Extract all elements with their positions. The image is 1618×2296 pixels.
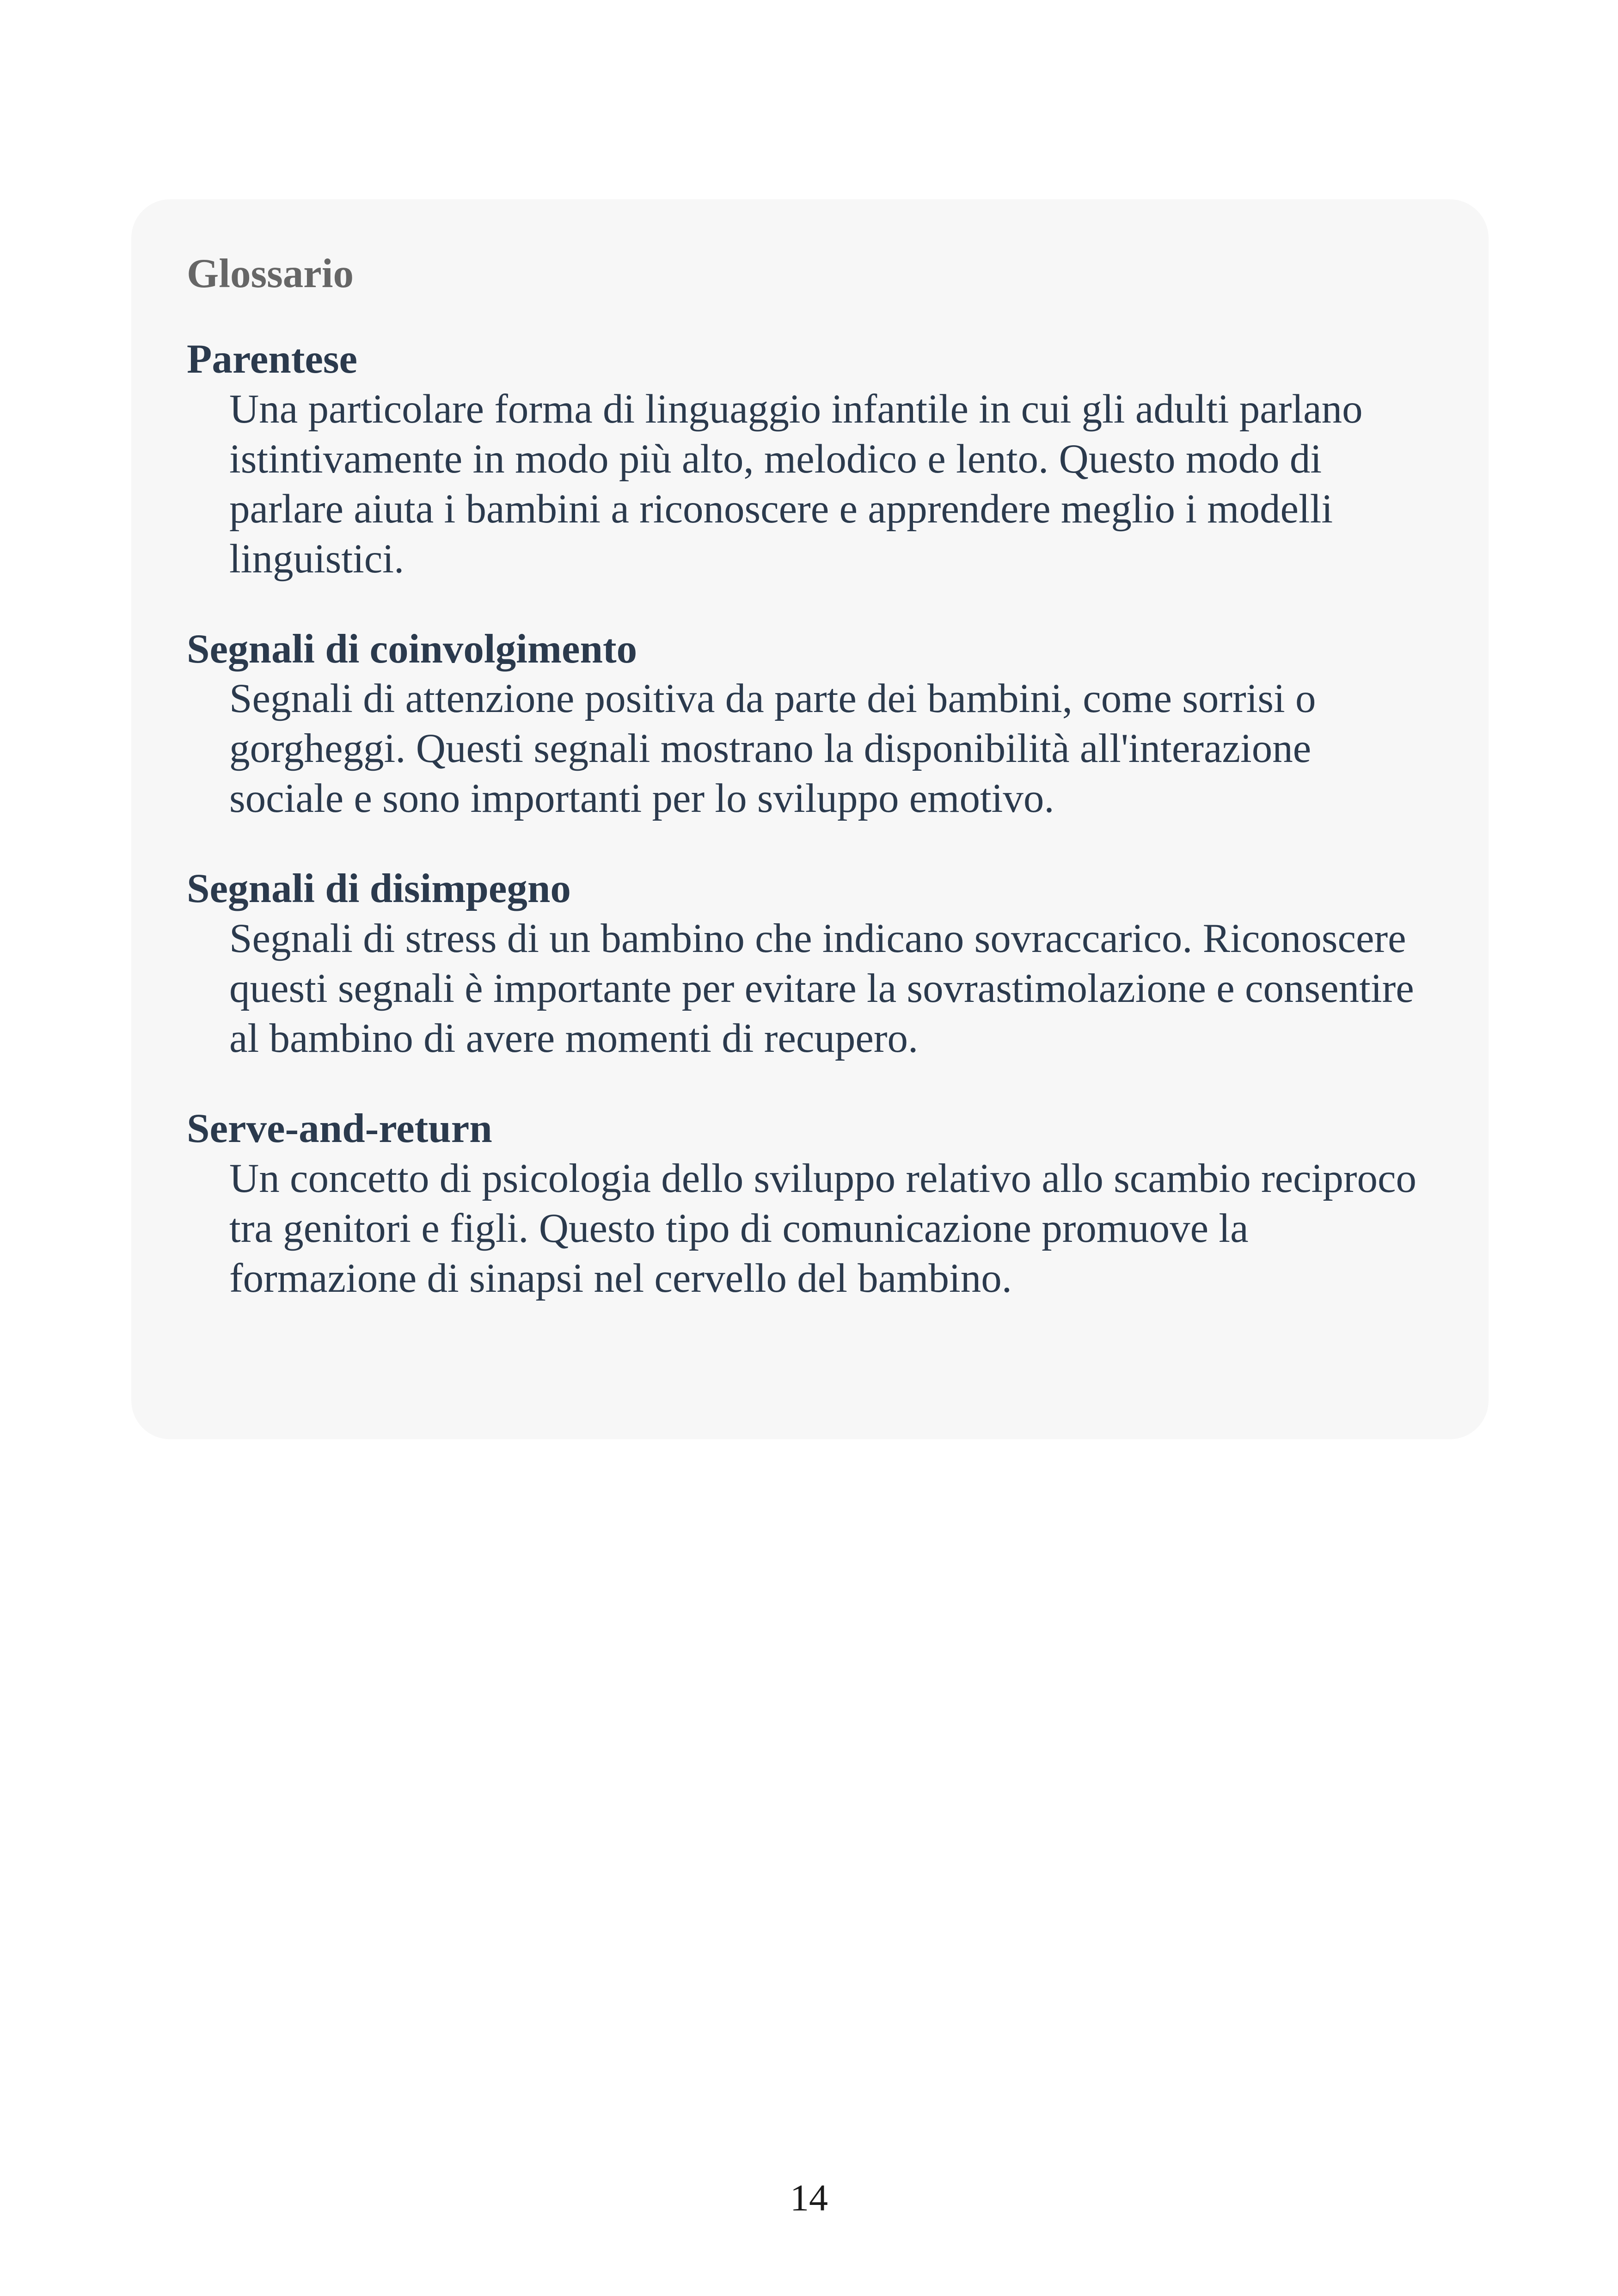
glossary-term: Serve-and-return — [187, 1106, 492, 1152]
glossary-term: Segnali di disimpegno — [187, 866, 571, 912]
glossary-term: Segnali di coinvolgimento — [187, 626, 637, 672]
glossary-definition: Un concetto di psicologia dello sviluppo relativo allo scambio reciproco tra genitori e figli. Questo tipo di comunicazione promuove la formazione di sinapsi nel cervello del bambino. — [229, 1155, 1416, 1301]
glossary-title: Glossario — [187, 251, 354, 296]
glossary-entry-segnali-di-coinvolgimento — [187, 625, 1433, 824]
glossary-definition: Una particolare forma di linguaggio infantile in cui gli adulti parlano istintivamente in modo più alto, melodico e lento. Questo modo di parlare aiuta i bambini a riconoscere e apprendere meglio i modelli linguistici. — [229, 386, 1363, 582]
glossary-term: Parentese — [187, 336, 358, 382]
glossary-box — [131, 199, 1489, 1439]
glossary-entry-segnali-di-disimpegno — [187, 864, 1433, 1063]
glossary-definition: Segnali di stress di un bambino che indicano sovraccarico. Riconoscere questi segnali è importante per evitare la sovrastimolazione e consentire al bambino di avere momenti di recupero. — [229, 916, 1414, 1062]
page-number: 14 — [790, 2177, 828, 2219]
glossary-entry-parentese — [187, 335, 1433, 584]
glossary-definition: Segnali di attenzione positiva da parte dei bambini, come sorrisi o gorgheggi. Questi segnali mostrano la disponibilità all'interazione sociale e sono importanti per lo sviluppo emotivo. — [229, 676, 1316, 822]
glossary-entry-serve-and-return — [187, 1104, 1433, 1303]
